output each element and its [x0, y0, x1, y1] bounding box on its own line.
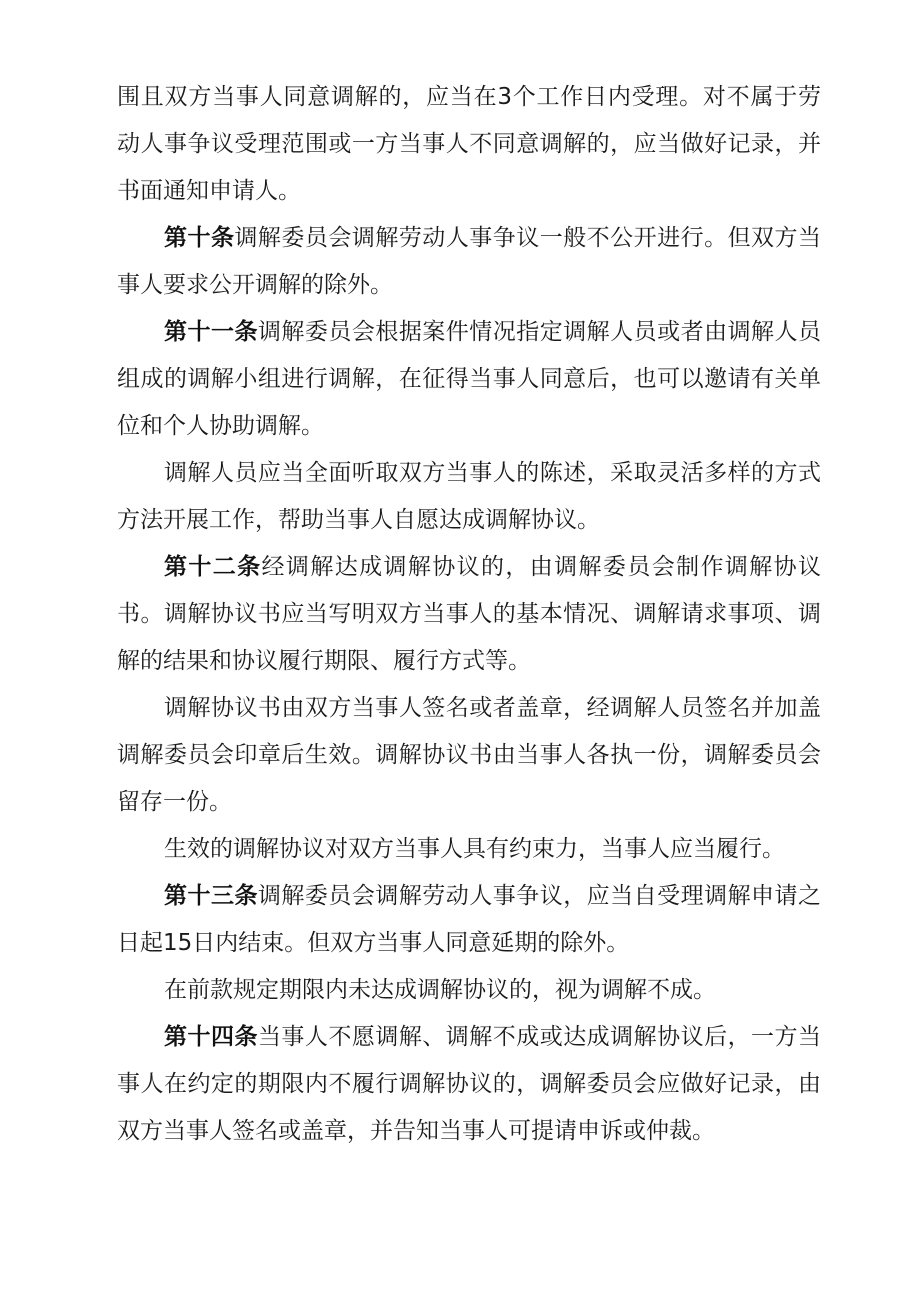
- article-13: [117, 873, 821, 967]
- article-10: [117, 215, 821, 309]
- article-12-text: 经调解达成调解协议的，由调解委员会制作调解协议书。调解协议书应当写明双方当事人的基本情况、调解请求事项、调解的结果和协议履行期限、履行方式等。: [117, 554, 822, 674]
- article-11-paragraph-2: [117, 450, 821, 544]
- article-10-text: 调解委员会调解劳动人事争议一般不公开进行。但双方当事人要求公开调解的除外。: [117, 225, 822, 298]
- article-12: [117, 544, 821, 685]
- article-12-paragraph-2-text: 调解协议书由双方当事人签名或者盖章，经调解人员签名并加盖调解委员会印章后生效。调解协议书由当事人各执一份，调解委员会留存一份。: [117, 695, 821, 815]
- paragraph-1-text: 围且双方当事人同意调解的，应当在3个工作日内受理。对不属于劳动人事争议受理范围或一方当事人不同意调解的，应当做好记录，并书面通知申请人。: [117, 84, 821, 204]
- paragraph-1: [117, 74, 821, 215]
- article-12-paragraph-3-text: 生效的调解协议对双方当事人具有约束力，当事人应当履行。: [164, 836, 785, 862]
- document-body: [117, 74, 821, 1155]
- article-14-text: 当事人不愿调解、调解不成或达成调解协议后，一方当事人在约定的期限内不履行调解协议的，调解委员会应做好记录，由双方当事人签名或盖章，并告知当事人可提请申诉或仲裁。: [117, 1024, 822, 1144]
- article-13-title: 第十三条: [164, 883, 258, 909]
- article-11-paragraph-2-text: 调解人员应当全面听取双方当事人的陈述，采取灵活多样的方式方法开展工作，帮助当事人自愿达成调解协议。: [117, 460, 821, 533]
- article-11-text: 调解委员会根据案件情况指定调解人员或者由调解人员组成的调解小组进行调解，在征得当事人同意后，也可以邀请有关单位和个人协助调解。: [117, 319, 822, 439]
- article-12-title: 第十二条: [164, 554, 262, 580]
- article-12-paragraph-3: [117, 826, 821, 873]
- article-12-paragraph-2: [117, 685, 821, 826]
- article-14: [117, 1014, 821, 1155]
- article-13-paragraph-2-text: 在前款规定期限内未达成调解协议的，视为调解不成。: [164, 977, 716, 1003]
- article-11-title: 第十一条: [164, 319, 258, 345]
- article-10-title: 第十条: [164, 225, 235, 251]
- article-14-title: 第十四条: [164, 1024, 258, 1050]
- article-13-paragraph-2: [117, 967, 821, 1014]
- article-11: [117, 309, 821, 450]
- article-13-text: 调解委员会调解劳动人事争议，应当自受理调解申请之日起15日内结束。但双方当事人同意延期的除外。: [117, 883, 822, 956]
